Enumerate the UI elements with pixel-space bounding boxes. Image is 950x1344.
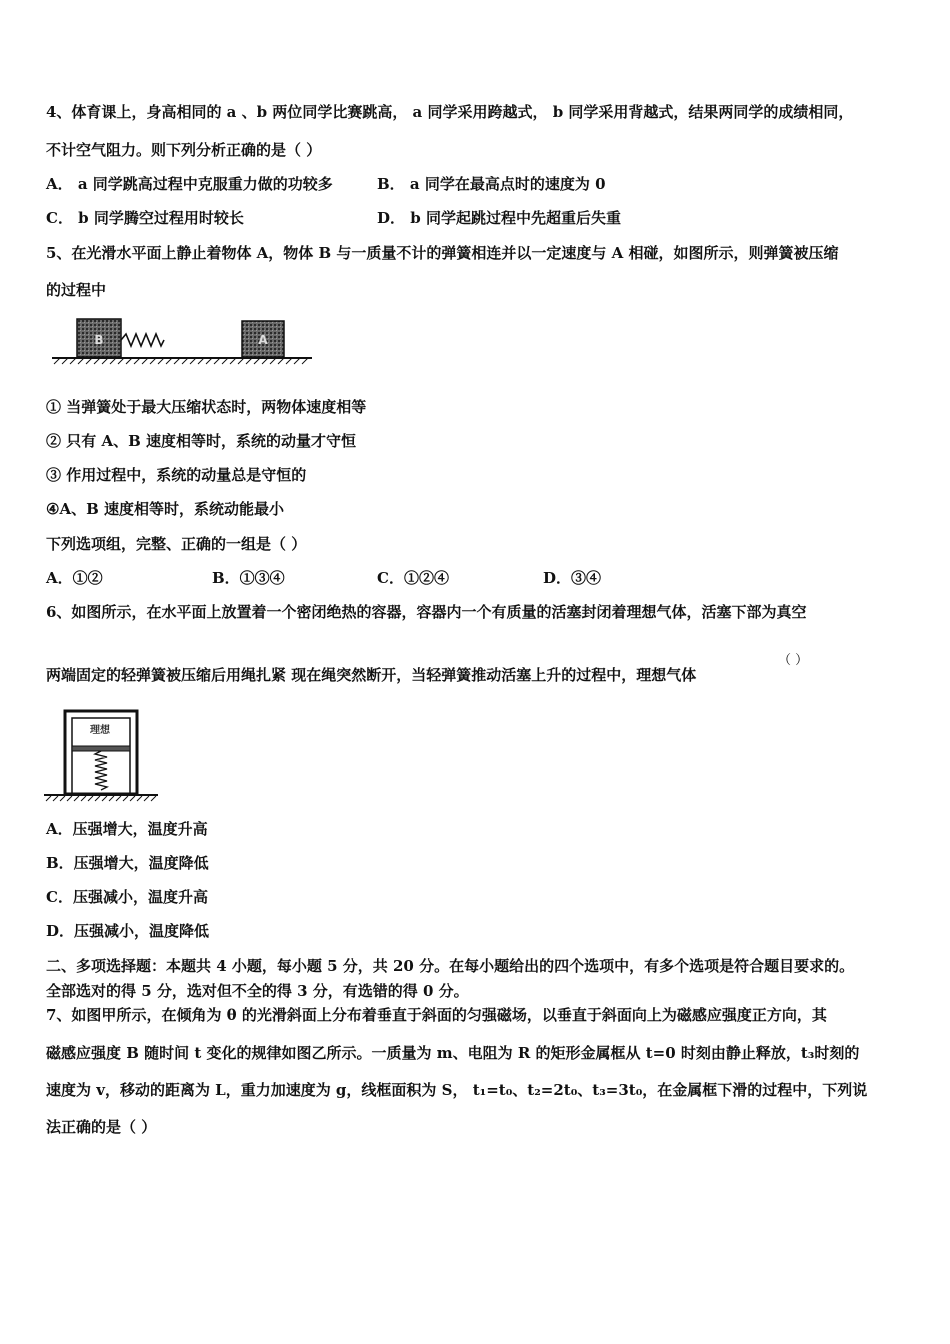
q5-option-b: B．①③④ — [212, 569, 285, 587]
q5-spring-blocks-figure — [50, 312, 314, 370]
q6-stem-line2: 两端固定的轻弹簧被压缩后用绳扎紧 现在绳突然断开，当轻弹簧推动活塞上升的过程中，理想气体 — [46, 666, 697, 684]
gas-label: 理想 — [90, 725, 110, 736]
q5-stem-line2: 的过程中 — [46, 281, 107, 299]
q5-option-c: C．①②④ — [377, 569, 449, 587]
q5-option-a: A．①② — [46, 569, 103, 587]
q7-stem-line3: 速度为 v，移动的距离为 L，重力加速度为 g，线框面积为 S， t₁=t₀、t₂=2t₀、t₃=3t₀，在金属框下滑的过程中，下列说 — [46, 1081, 868, 1099]
section2-instructions-line2: 全部选对的得 5 分，选对但不全的得 3 分，有选错的得 0 分。 — [46, 982, 469, 1000]
q4-option-c: C． b 同学腾空过程用时较长 — [46, 209, 244, 227]
q6-option-d: D．压强减小，温度降低 — [46, 922, 210, 940]
q6-answer-paren: （ ） — [778, 653, 809, 668]
section2-instructions-line1: 二、多项选择题：本题共 4 小题，每小题 5 分，共 20 分。在每小题给出的四个选项中，有多个选项是符合题目要求的。 — [46, 957, 855, 975]
q4-stem-line2: 不计空气阻力。则下列分析正确的是（ ） — [46, 141, 322, 159]
q7-stem-line1: 7、如图甲所示，在倾角为 θ 的光滑斜面上分布着垂直于斜面的匀强磁场，以垂直于斜面向上为磁感应强度正方向，其 — [46, 1006, 827, 1024]
q5-prompt: 下列选项组，完整、正确的一组是（ ） — [46, 535, 307, 553]
q5-statement-2: ② 只有 A、B 速度相等时，系统的动量才守恒 — [46, 432, 356, 450]
q6-option-a: A．压强增大，温度升高 — [46, 820, 208, 838]
q4-option-d: D． b 同学起跳过程中先超重后失重 — [377, 209, 621, 227]
q6-stem-line1: 6、如图所示，在水平面上放置着一个密闭绝热的容器，容器内一个有质量的活塞封闭着理想气体，活塞下部为真空 — [46, 603, 807, 621]
q4-option-b: B． a 同学在最高点时的速度为 0 — [377, 175, 606, 193]
q6-option-b: B．压强增大，温度降低 — [46, 854, 209, 872]
q7-stem-line2: 磁感应强度 B 随时间 t 变化的规律如图乙所示。一质量为 m、电阻为 R 的矩形金属框从 t=0 时刻由静止释放，t₃时刻的 — [46, 1044, 860, 1062]
q7-stem-line4: 法正确的是（ ） — [46, 1118, 157, 1136]
q4-option-a: A． a 同学跳高过程中克服重力做的功较多 — [46, 175, 333, 193]
q6-container-piston-figure — [44, 708, 160, 804]
container-outer — [65, 711, 137, 794]
block-a-label: A — [258, 333, 268, 347]
q5-statement-1: ① 当弹簧处于最大压缩状态时，两物体速度相等 — [46, 398, 367, 416]
q5-option-d: D．③④ — [543, 569, 602, 587]
block-b-label: B — [94, 333, 104, 347]
q5-statement-3: ③ 作用过程中，系统的动量总是守恒的 — [46, 466, 307, 484]
q5-stem-line1: 5、在光滑水平面上静止着物体 A，物体 B 与一质量不计的弹簧相连并以一定速度与 A 相碰，如图所示，则弹簧被压缩 — [46, 244, 839, 262]
piston — [72, 746, 130, 751]
q6-option-c: C．压强减小，温度升高 — [46, 888, 208, 906]
compressed-spring — [95, 751, 107, 790]
q4-stem-line1: 4、体育课上，身高相同的 a 、b 两位同学比赛跳高， a 同学采用跨越式， b 同学采用背越式，结果两同学的成绩相同， — [46, 103, 854, 121]
spring — [121, 334, 164, 346]
q5-statement-4: ④A、B 速度相等时，系统动能最小 — [46, 500, 284, 518]
